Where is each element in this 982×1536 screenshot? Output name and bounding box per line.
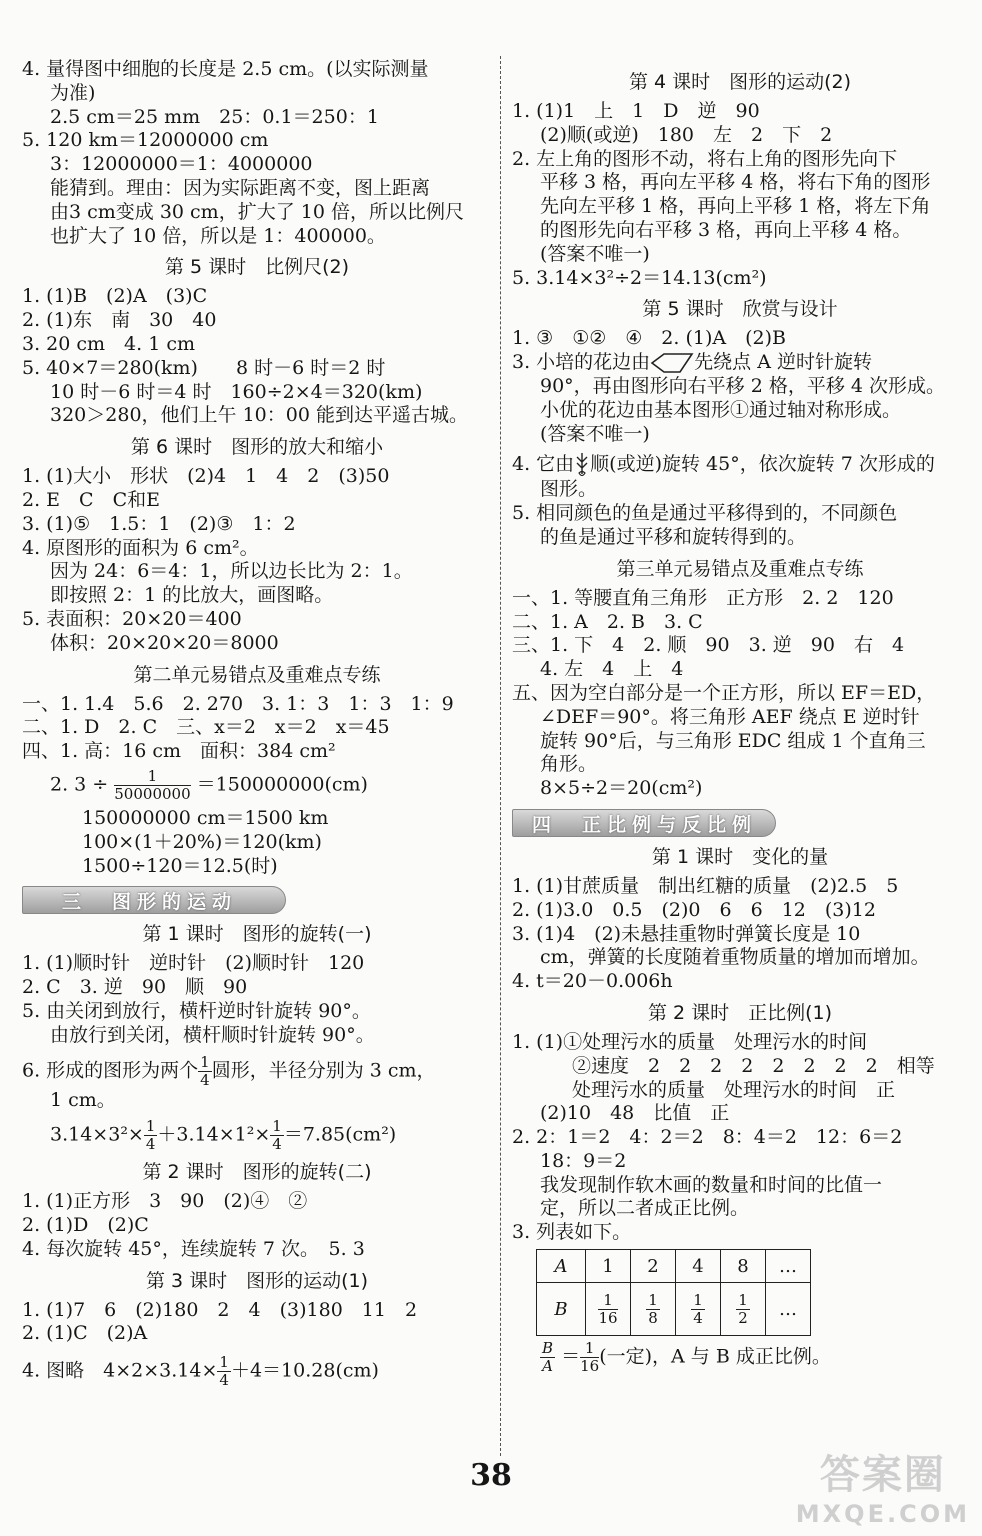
fraction [217,1354,231,1389]
fraction-numerator: 1 [598,1292,617,1310]
fraction-denominator: A [542,1357,553,1376]
table-row [537,1283,811,1336]
fraction [198,1054,212,1089]
text-line: 3. (1)4 (2)未悬挂重物时弹簧长度是 10 [512,922,861,945]
text-line: 4. t＝20－0.006h [512,970,673,993]
text-line: 1. (1)大小 形状 (2)4 1 4 2 (3)50 [22,465,390,488]
text-line: 1. ③ ①② ④ 2. (1)A (2)B [512,327,786,350]
fraction-numerator: 1 [648,1290,658,1309]
text-fragment: ＝150000000(cm) [196,773,368,796]
section-title: 第 3 课时 图形的运动(1) [145,1269,369,1292]
table-cell: 8 [721,1250,766,1283]
fraction [598,1292,617,1327]
text-line: ②速度 2 2 2 2 2 2 2 2 相等 [572,1054,935,1077]
fraction-line [22,1054,492,1089]
text-line: 2. (1)东 南 30 40 [22,309,217,332]
text-line: 5. 120 km＝12000000 cm [22,129,269,152]
text-fragment: ＝7.85(cm²) [283,1123,397,1146]
unit-banner [512,807,968,837]
fraction [646,1292,660,1327]
unit-banner [22,884,492,914]
text-line: 定，所以二者成正比例。 [540,1197,750,1220]
text-line: 我发现制作软木画的数量和时间的比值一 [540,1173,883,1196]
text-line: 5. 40×7＝280(km) 8 时－6 时＝2 时 [22,356,386,379]
fraction-numerator: 1 [693,1290,703,1309]
fraction-line [512,1340,968,1375]
column-divider [500,56,501,1456]
page-number: 38 [470,1458,512,1493]
text-line: 旋转 90°后，与三角形 EDC 组成 1 个直角三 [540,729,926,752]
text-line: 4. 原图形的面积为 6 cm²。 [22,536,259,559]
text-fragment: 顺(或逆)旋转 45°，依次旋转 7 次形成的 [590,453,935,476]
text-fragment: 3.14×3²× [50,1123,144,1146]
fraction-numerator: 1 [580,1340,599,1358]
text-fragment: 6. 形成的图形为两个 [22,1059,199,1081]
table-cell: 2 [631,1250,676,1283]
text-line: 4. 每次旋转 45°，连续旋转 7 次。 5. 3 [22,1237,365,1260]
text-line: 90°，再由图形向右平移 2 格，平移 4 次形成。 [540,374,946,397]
text-line: 处理污水的质量 处理污水的时间 正 [572,1078,896,1101]
text-line: 因为 24：6＝4：1，所以边长比为 2：1。 [50,560,413,583]
text-fragment: ＋3.14×1²× [157,1123,271,1146]
text-line-with-shape [512,351,968,375]
text-fragment: 4. 它由 [512,453,575,476]
text-line: 先向左平移 1 格，再向上平移 1 格，将左下角 [540,195,931,218]
fraction-line [22,768,492,803]
fraction [691,1292,705,1327]
data-table [536,1249,811,1336]
text-fragment: ＝ [561,1345,581,1368]
fraction-denominator: 4 [693,1308,703,1327]
text-line: 体积：20×20×20＝8000 [50,631,279,654]
text-line: 2. C 3. 逆 90 顺 90 [22,976,248,999]
text-line: 1. (1)①处理污水的质量 处理污水的时间 [512,1030,868,1053]
fraction [144,1118,158,1153]
text-line: 的图形先向右平移 3 格，再向上平移 4 格。 [540,218,912,241]
fraction [270,1118,284,1153]
section-title: 第 4 课时 图形的运动(2) [628,71,852,93]
text-line: 4. 左 4 上 4 [540,658,684,681]
text-line: 2. 左上角的图形不动，将右上角的图形先向下 [512,147,898,170]
text-line: 2. (1)C (2)A [22,1322,148,1345]
section-title: 第 2 课时 正比例(1) [647,1001,833,1024]
text-fragment: 4. 图略 4×2×3.14× [22,1359,218,1382]
text-line: 3：12000000＝1：4000000 [50,153,313,176]
text-line: 4. 量得图中细胞的长度是 2.5 cm。(以实际测量 [22,58,429,80]
text-line: 5. 3.14×3²÷2＝14.13(cm²) [512,266,767,289]
text-line: 五、因为空白部分是一个正方形，所以 EF＝ED， [512,681,936,704]
watermark-bottom-text: MXQE.COM [795,1500,970,1528]
fraction-numerator: 1 [145,1117,156,1136]
text-line: 5. 由关闭到放行，横杆逆时针旋转 90°。 [22,999,371,1022]
intro-block [22,58,492,248]
text-line: (答案不唯一) [540,242,650,265]
text-line-with-shape [512,452,968,478]
text-line: (2)顺(或逆) 180 左 2 下 2 [540,123,833,146]
fraction [540,1340,555,1375]
arrow-leaf-icon [574,452,590,478]
text-line: (答案不唯一) [540,422,650,445]
section-title: 第二单元易错点及重难点专练 [133,663,381,686]
table-cell [676,1283,721,1336]
text-line: 2. 2：1＝2 4：2＝2 8：4＝2 12：6＝2 [512,1126,903,1149]
table-row [537,1250,811,1283]
table-cell: … [766,1250,811,1283]
text-line: 1. (1)甘蔗质量 制出红糖的质量 (2)2.5 5 [512,874,899,897]
text-line: 角形。 [540,753,598,776]
text-line: 四、1. 高：16 cm 面积：384 cm² [22,740,336,763]
fraction-numerator: 1 [272,1117,282,1136]
fraction-denominator: 50000000 [114,784,191,803]
fraction-line [22,1118,492,1153]
text-line: 由3 cm变成 30 cm，扩大了 10 倍，所以比例尺 [50,200,464,223]
text-fragment: 圆形，半径分别为 3 cm， [211,1059,436,1081]
text-line: 2.5 cm＝25 mm 25：0.1＝250：1 [50,105,379,128]
text-line: 1. (1)正方形 3 90 (2)④ ② [22,1190,308,1213]
text-line: 即按照 2：1 的比放大，画图略。 [50,584,334,607]
text-line: 能猜到。理由：因为实际距离不变，图上距离 [50,176,431,199]
right-column [512,70,968,1375]
section-title: 第三单元易错点及重难点专练 [616,557,864,580]
text-line: 5. 相同颜色的鱼是通过平移得到的，不同颜色 [512,502,898,525]
fraction [580,1340,599,1375]
table-cell [631,1283,676,1336]
text-line: 1. (1)顺时针 逆时针 (2)顺时针 120 [22,952,365,975]
text-fragment: ＋4＝10.28(cm) [230,1359,379,1382]
table-cell: 4 [676,1250,721,1283]
fraction-numerator: B [542,1339,554,1358]
text-line: 150000000 cm＝1500 km [82,806,329,829]
text-fragment: 2. 3 ÷ [50,773,109,796]
fraction [736,1292,750,1327]
text-line: 也扩大了 10 倍，所以是 1：400000。 [50,224,386,247]
text-line: 2. E C C和E [22,488,160,511]
text-line: 1. (1)1 上 1 D 逆 90 [512,100,760,122]
text-line: 18：9＝2 [540,1149,627,1172]
fraction-numerator: 1 [114,768,190,786]
text-line: cm，弹簧的长度随着重物质量的增加而增加。 [540,946,930,969]
fraction-denominator: 16 [580,1357,600,1376]
table-cell: A [537,1250,586,1283]
text-fragment: (一定)，A 与 B 成正比例。 [599,1345,831,1368]
text-line: 1. (1)7 6 (2)180 2 4 (3)180 11 2 [22,1298,418,1321]
fraction-denominator: 4 [219,1371,229,1390]
table-cell [586,1283,631,1336]
text-line: 10 时－6 时＝4 时 160÷2×4＝320(km) [50,380,423,403]
section-title: 第 1 课时 图形的旋转(一) [142,923,372,946]
rhombus-icon [650,352,694,374]
fraction-denominator: 4 [272,1135,282,1154]
text-line: 的鱼是通过平移和旋转得到的。 [540,525,807,548]
text-line: 图形。 [540,478,598,501]
text-line: (2)10 48 比值 正 [540,1102,730,1125]
text-line: 1500÷120＝12.5(时) [82,854,278,877]
table-cell [721,1283,766,1336]
watermark-top-text: 答案圈 [819,1452,946,1498]
watermark [796,1443,970,1528]
text-line: 3. 20 cm 4. 1 cm [22,332,195,355]
text-line: 320＞280，他们上午 10：00 能到达平遥古城。 [50,404,468,427]
unit-banner-title: 三 图形的运动 [62,891,238,914]
text-line: 三、1. 下 4 2. 顺 90 3. 逆 90 右 4 [512,634,905,657]
text-line: 由放行到关闭，横杆顺时针旋转 90°。 [50,1023,375,1046]
text-line: 8×5÷2＝20(cm²) [540,777,703,800]
text-line: 二、1. D 2. C 三、x＝2 x＝2 x＝45 [22,716,390,739]
text-line: 100×(1＋20%)＝120(km) [82,830,322,853]
text-line: 3. 列表如下。 [512,1221,632,1244]
table-cell: B [537,1283,586,1336]
text-fragment: 先绕点 A 逆时针旋转 [694,351,872,374]
text-line: 1. (1)B (2)A (3)C [22,285,208,308]
left-column [22,58,492,1389]
section-title: 第 1 课时 变化的量 [651,845,829,868]
text-line: 5. 表面积：20×20＝400 [22,607,242,630]
text-line: 2. (1)3.0 0.5 (2)0 6 6 12 (3)12 [512,898,876,921]
fraction-denominator: 16 [598,1308,618,1327]
fraction-numerator: 1 [219,1353,229,1372]
text-line: 1 cm。 [50,1088,116,1111]
text-line: 2. (1)D (2)C [22,1214,149,1237]
text-line: 一、1. 等腰直角三角形 正方形 2. 2 120 [512,586,894,609]
fraction-denominator: 4 [145,1135,156,1154]
fraction-numerator: 1 [200,1052,210,1071]
fraction-numerator: 1 [738,1290,748,1309]
text-line: 小优的花边由基本图形①通过轴对称形成。 [540,398,902,421]
section-title: 第 6 课时 图形的放大和缩小 [130,436,384,459]
section-title: 第 2 课时 图形的旋转(二) [142,1161,372,1184]
text-line: 二、1. A 2. B 3. C [512,610,703,633]
unit-banner-title: 四 正比例与反比例 [532,813,758,836]
fraction-line [22,1354,492,1389]
fraction-denominator: 4 [200,1070,210,1089]
text-line: 平移 3 格，再向左平移 4 格，将右下角的图形 [540,171,931,194]
fraction [114,768,190,803]
text-line: 3. (1)⑤ 1.5：1 (2)③ 1：2 [22,512,296,535]
text-line: 一、1. 1.4 5.6 2. 270 3. 1：3 1：3 1：9 [22,692,454,715]
text-fragment: 3. 小培的花边由 [512,351,651,374]
fraction-denominator: 2 [738,1308,748,1327]
fraction-denominator: 8 [648,1308,658,1327]
table-cell: … [766,1283,811,1336]
text-line: ∠DEF＝90°。将三角形 AEF 绕点 E 逆时针 [540,705,920,728]
section-title: 第 5 课时 欣赏与设计 [642,298,838,321]
section-title: 第 5 课时 比例尺(2) [164,256,350,279]
text-line: 为准) [50,81,96,104]
table-cell: 1 [586,1250,631,1283]
